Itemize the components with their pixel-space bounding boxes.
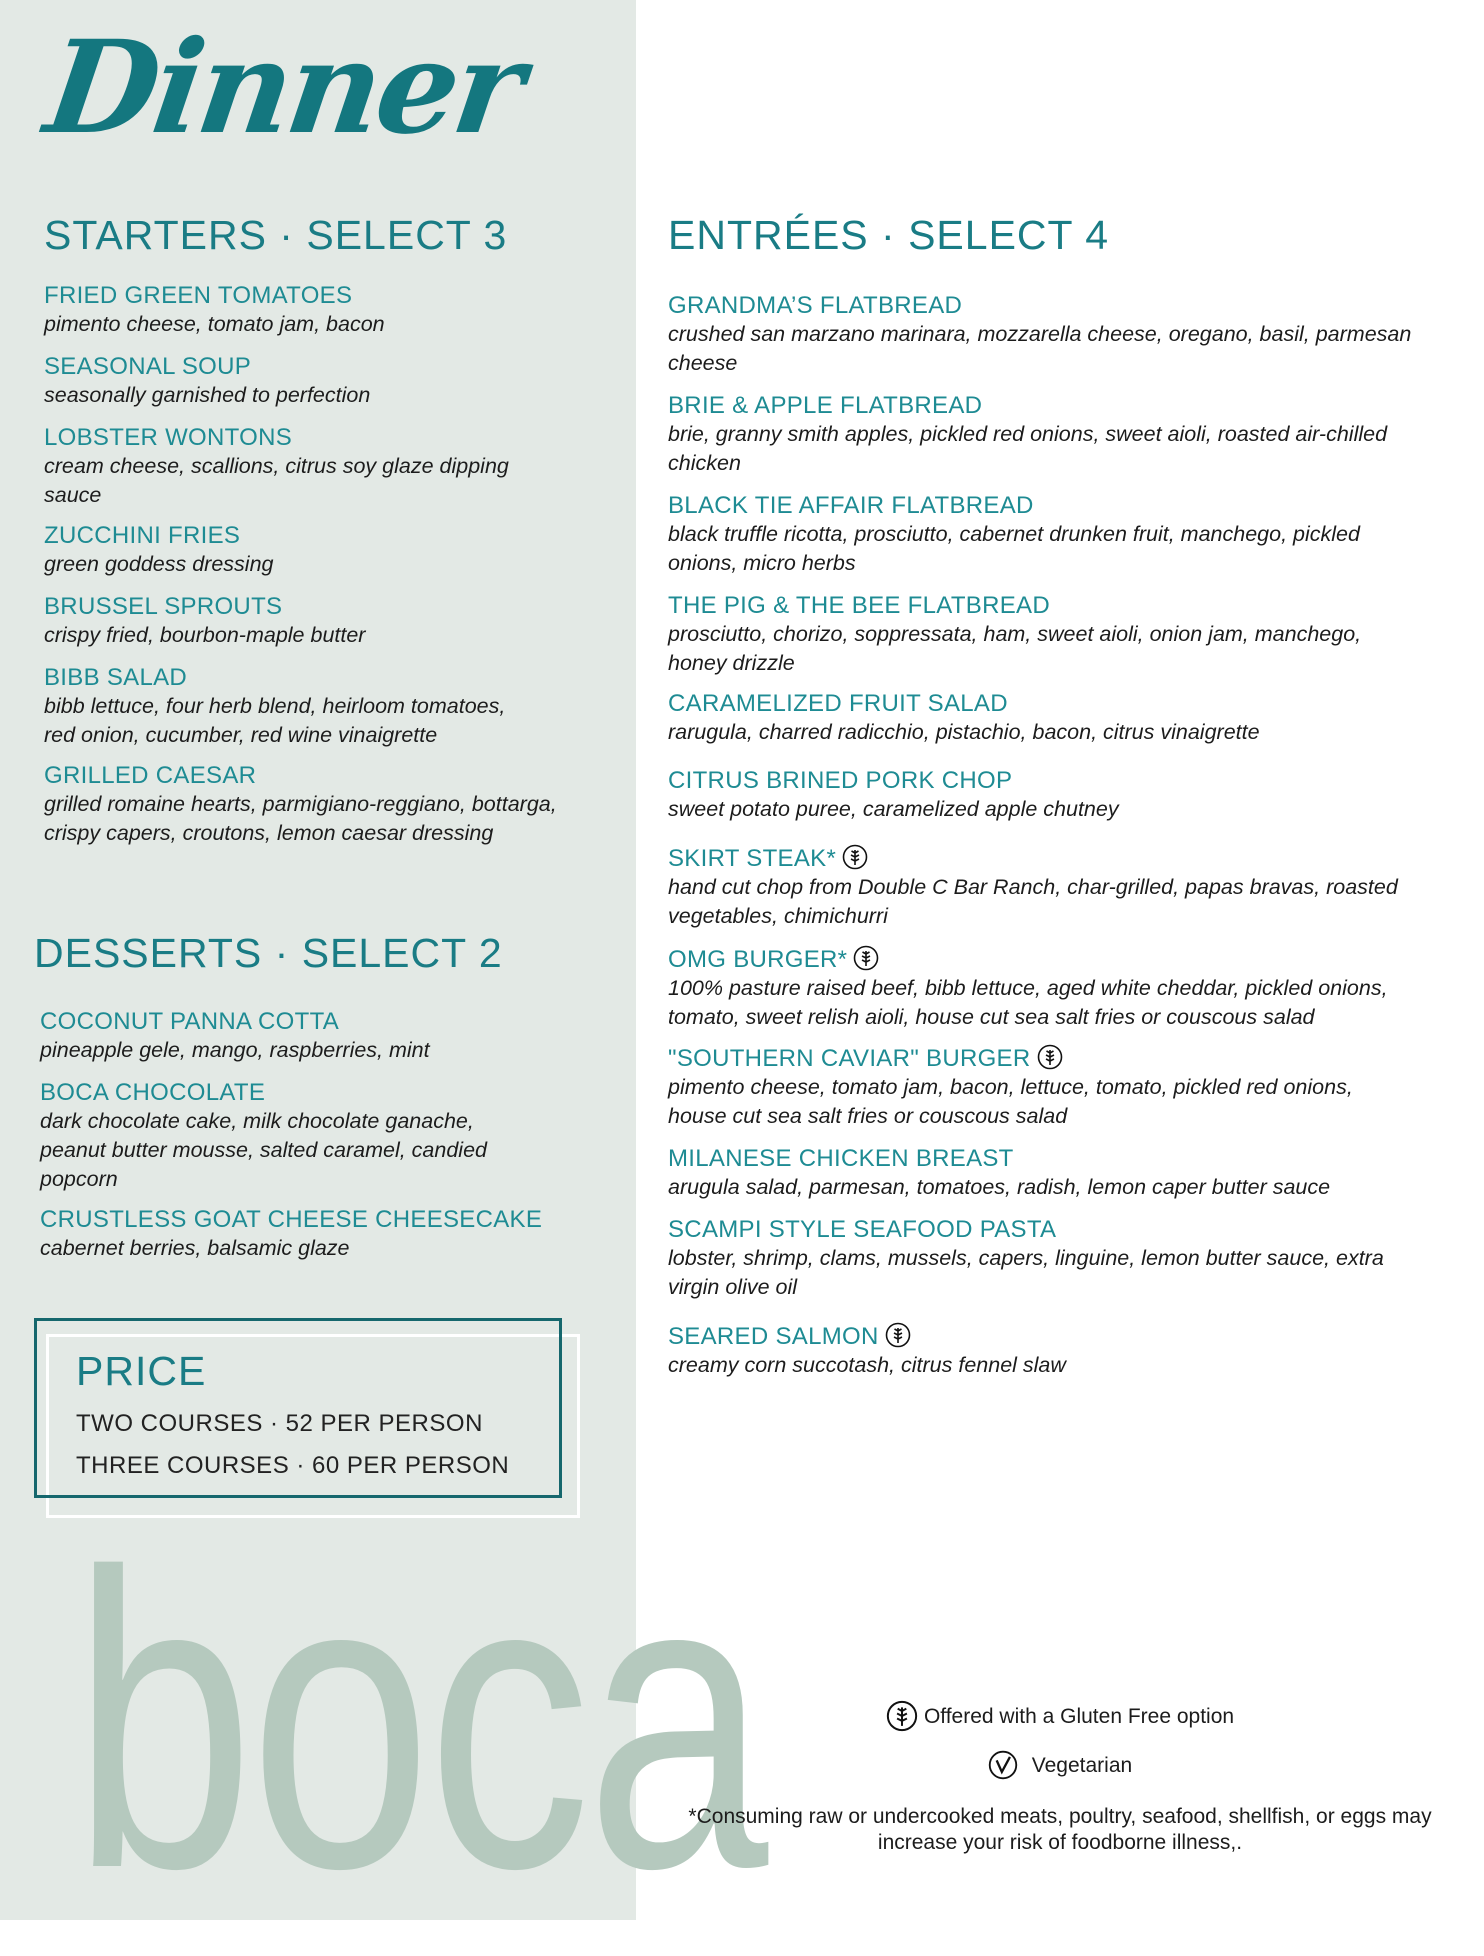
starters-list (44, 282, 584, 848)
item-name: BRUSSEL SPROUTS (44, 593, 283, 620)
list-item (668, 1322, 1458, 1380)
list-item (44, 593, 584, 650)
item-description: creamy corn succotash, citrus fennel slaw (668, 1353, 1066, 1377)
list-item (668, 292, 1458, 378)
entrees-list (668, 292, 1458, 1380)
item-description: rarugula, charred radicchio, pistachio, bacon, citrus vinaigrette (668, 720, 1260, 744)
list-item (668, 592, 1458, 678)
item-description: pineapple gele, mango, raspberries, mint (40, 1038, 430, 1062)
item-description: green goddess dressing (44, 552, 274, 576)
item-name-text: OMG BURGER* (668, 946, 848, 973)
desserts-list (40, 1008, 600, 1263)
item-description: pimento cheese, tomato jam, bacon, lettuce, tomato, pickled red onions, house cut sea salt fries or couscous salad (668, 1075, 1353, 1128)
entrees-heading: ENTRÉES · SELECT 4 (668, 212, 1110, 258)
gluten-free-icon (842, 844, 868, 870)
item-description: 100% pasture raised beef, bibb lettuce, aged white cheddar, pickled onions, tomato, sweet relish aioli, house cut sea salt fries or couscous salad (668, 976, 1388, 1029)
item-description: brie, granny smith apples, pickled red onions, sweet aioli, roasted air-chilled chicken (668, 422, 1388, 475)
item-name: BIBB SALAD (44, 664, 188, 691)
list-item (668, 392, 1458, 478)
item-name (668, 945, 1458, 974)
item-name: GRANDMA’S FLATBREAD (668, 292, 963, 319)
list-item (668, 844, 1458, 931)
menu-title: Dinner (37, 13, 530, 163)
item-name (668, 1322, 1458, 1351)
price-two-courses: TWO COURSES · 52 PER PERSON (76, 1410, 483, 1437)
item-name: LOBSTER WONTONS (44, 424, 293, 451)
list-item (40, 1079, 510, 1194)
gluten-free-icon (886, 1700, 918, 1732)
list-item (44, 664, 514, 750)
item-description: black truffle ricotta, prosciutto, cabernet drunken fruit, manchego, pickled onions, micro herbs (668, 522, 1360, 575)
item-name: FRIED GREEN TOMATOES (44, 282, 353, 309)
item-description: prosciutto, chorizo, soppressata, ham, sweet aioli, onion jam, manchego, honey drizzle (668, 622, 1362, 675)
item-description: cabernet berries, balsamic glaze (40, 1236, 350, 1260)
list-item (668, 492, 1458, 578)
desserts-heading: DESSERTS · SELECT 2 (34, 930, 503, 976)
price-three-courses: THREE COURSES · 60 PER PERSON (76, 1452, 510, 1479)
item-name (668, 1044, 1458, 1073)
legend-gluten-free (636, 1700, 1484, 1732)
item-name: COCONUT PANNA COTTA (40, 1008, 340, 1035)
item-name-text: SEARED SALMON (668, 1323, 879, 1350)
list-item (668, 1145, 1458, 1202)
disclaimer: *Consuming raw or undercooked meats, poultry, seafood, shellfish, or eggs may increase your risk of foodborne illness,. (688, 1805, 1432, 1854)
item-description: cream cheese, scallions, citrus soy glaze dipping sauce (44, 454, 509, 507)
item-name-text: SKIRT STEAK* (668, 845, 837, 872)
item-description: seasonally garnished to perfection (44, 383, 371, 407)
item-name: THE PIG & THE BEE FLATBREAD (668, 592, 1050, 619)
gluten-free-icon (853, 945, 879, 971)
item-name: CITRUS BRINED PORK CHOP (668, 767, 1013, 794)
item-name: SCAMPI STYLE SEAFOOD PASTA (668, 1216, 1057, 1243)
item-description: bibb lettuce, four herb blend, heirloom tomatoes, red onion, cucumber, red wine vinaigrette (44, 694, 506, 747)
item-description: crispy fried, bourbon-maple butter (44, 623, 366, 647)
list-item (668, 1044, 1458, 1131)
legend (636, 1700, 1484, 1780)
legend-vegetarian-label: Vegetarian (1031, 1754, 1133, 1777)
list-item (668, 945, 1458, 1032)
item-description: dark chocolate cake, milk chocolate ganache, peanut butter mousse, salted caramel, candied popcorn (40, 1109, 487, 1191)
list-item (668, 690, 1458, 747)
item-description: hand cut chop from Double C Bar Ranch, char-grilled, papas bravas, roasted vegetables, chimichurri (668, 875, 1398, 928)
item-description: pimento cheese, tomato jam, bacon (44, 312, 385, 336)
legend-gluten-free-label: Offered with a Gluten Free option (923, 1705, 1235, 1728)
item-name: CRUSTLESS GOAT CHEESE CHEESECAKE (40, 1206, 543, 1233)
list-item (44, 353, 584, 410)
boca-logo: boca (72, 1487, 764, 1956)
vegetarian-icon (988, 1750, 1018, 1780)
list-item (668, 767, 1458, 824)
item-name: CARAMELIZED FRUIT SALAD (668, 690, 1008, 717)
item-description: crushed san marzano marinara, mozzarella cheese, oregano, basil, parmesan cheese (668, 322, 1412, 375)
item-description: arugula salad, parmesan, tomatoes, radish, lemon caper butter sauce (668, 1175, 1331, 1199)
gluten-free-icon (885, 1322, 911, 1348)
legend-vegetarian (636, 1750, 1484, 1780)
list-item (44, 522, 584, 579)
item-name: BRIE & APPLE FLATBREAD (668, 392, 983, 419)
item-name: MILANESE CHICKEN BREAST (668, 1145, 1014, 1172)
item-name: ZUCCHINI FRIES (44, 522, 241, 549)
list-item (40, 1206, 600, 1263)
item-description: grilled romaine hearts, parmigiano-reggiano, bottarga, crispy capers, croutons, lemon caesar dressing (44, 792, 557, 845)
gluten-free-icon (1037, 1044, 1063, 1070)
list-item (44, 762, 589, 848)
item-description: lobster, shrimp, clams, mussels, capers, linguine, lemon butter sauce, extra virgin olive oil (668, 1246, 1384, 1299)
price-heading: PRICE (76, 1348, 207, 1394)
item-name: BOCA CHOCOLATE (40, 1079, 266, 1106)
item-name: GRILLED CAESAR (44, 762, 257, 789)
list-item (44, 424, 514, 510)
starters-heading: STARTERS · SELECT 3 (44, 212, 508, 258)
item-name (668, 844, 1458, 873)
list-item (668, 1216, 1458, 1302)
item-name: SEASONAL SOUP (44, 353, 252, 380)
item-name-text: "SOUTHERN CAVIAR" BURGER (668, 1045, 1031, 1072)
list-item (44, 282, 584, 339)
list-item (40, 1008, 600, 1065)
item-name: BLACK TIE AFFAIR FLATBREAD (668, 492, 1034, 519)
item-description: sweet potato puree, caramelized apple chutney (668, 797, 1119, 821)
